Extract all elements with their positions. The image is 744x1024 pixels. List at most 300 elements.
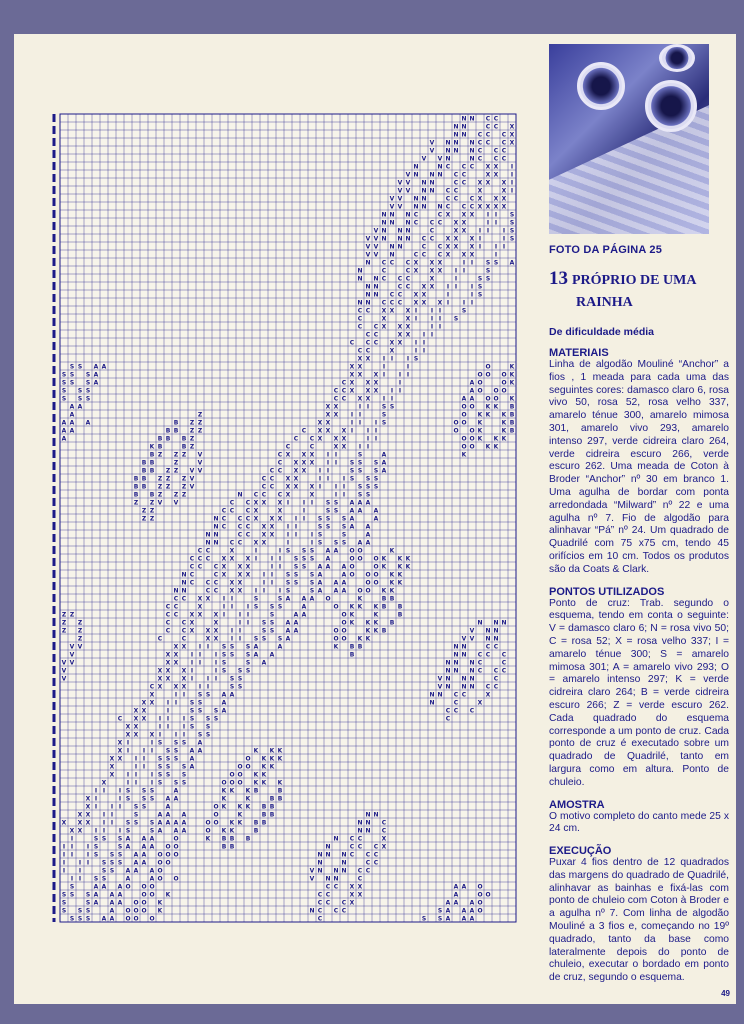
stitch-symbol: S xyxy=(189,699,195,707)
stitch-symbol: V xyxy=(397,195,403,203)
stitch-symbol: X xyxy=(445,243,451,251)
stitch-symbol: X xyxy=(141,707,147,715)
stitch-symbol: C xyxy=(453,699,459,707)
stitch-symbol: N xyxy=(461,115,467,123)
stitch-symbol: X xyxy=(349,371,355,379)
stitch-symbol: C xyxy=(213,579,219,587)
stitch-symbol: V xyxy=(173,499,179,507)
stitch-symbol: S xyxy=(141,803,147,811)
stitch-symbol: C xyxy=(397,275,403,283)
stitch-symbol: S xyxy=(269,627,275,635)
stitch-symbol: S xyxy=(333,539,339,547)
stitch-symbol: A xyxy=(277,643,283,651)
stitch-symbol: O xyxy=(453,427,459,435)
stitch-symbol: Z xyxy=(149,507,155,515)
stitch-symbol: I xyxy=(166,723,170,731)
stitch-symbol: K xyxy=(205,835,211,843)
stitch-symbol: I xyxy=(158,731,162,739)
stitch-symbol: S xyxy=(61,387,67,395)
stitch-symbol: C xyxy=(205,579,211,587)
stitch-symbol: C xyxy=(485,139,491,147)
stitch-symbol: N xyxy=(421,203,427,211)
stitch-symbol: C xyxy=(365,859,371,867)
stitch-symbol: S xyxy=(261,635,267,643)
stitch-symbol: K xyxy=(269,755,275,763)
stitch-symbol: X xyxy=(269,523,275,531)
stitch-symbol: I xyxy=(334,491,338,499)
stitch-symbol: I xyxy=(390,395,394,403)
stitch-symbol: A xyxy=(61,435,67,443)
stitch-symbol: I xyxy=(302,515,306,523)
stitch-symbol: Z xyxy=(165,483,171,491)
stitch-symbol: N xyxy=(405,211,411,219)
stitch-symbol: S xyxy=(189,723,195,731)
stitch-symbol: S xyxy=(109,851,115,859)
stitch-symbol: I xyxy=(470,291,474,299)
stitch-symbol: S xyxy=(333,507,339,515)
stitch-symbol: K xyxy=(277,747,283,755)
stitch-symbol: S xyxy=(341,539,347,547)
stitch-symbol: I xyxy=(190,659,194,667)
stitch-symbol: N xyxy=(445,147,451,155)
stitch-symbol: K xyxy=(357,635,363,643)
stitch-symbol: B xyxy=(397,603,403,611)
stitch-symbol: X xyxy=(317,419,323,427)
stitch-symbol: O xyxy=(157,867,163,875)
stitch-symbol: N xyxy=(213,531,219,539)
stitch-symbol: I xyxy=(470,283,474,291)
stitch-symbol: I xyxy=(214,659,218,667)
stitch-symbol: C xyxy=(285,443,291,451)
stitch-symbol: S xyxy=(365,475,371,483)
stitch-symbol: I xyxy=(350,411,354,419)
stitch-symbol: C xyxy=(405,275,411,283)
stitch-symbol: N xyxy=(445,683,451,691)
stitch-symbol: K xyxy=(381,587,387,595)
stitch-symbol: C xyxy=(181,619,187,627)
stitch-symbol: N xyxy=(445,155,451,163)
stitch-symbol: X xyxy=(429,283,435,291)
stitch-symbol: A xyxy=(149,843,155,851)
stitch-symbol: C xyxy=(349,851,355,859)
stitch-symbol: O xyxy=(485,363,491,371)
stitch-symbol: A xyxy=(341,587,347,595)
stitch-symbol: X xyxy=(405,331,411,339)
stitch-symbol: V xyxy=(197,467,203,475)
stitch-symbol: X xyxy=(413,299,419,307)
stitch-symbol: S xyxy=(157,779,163,787)
stitch-symbol: X xyxy=(413,259,419,267)
stitch-symbol: S xyxy=(205,723,211,731)
stitch-symbol: C xyxy=(501,155,507,163)
stitch-symbol: S xyxy=(173,779,179,787)
stitch-symbol: O xyxy=(349,563,355,571)
stitch-symbol: K xyxy=(157,907,163,915)
stitch-symbol: X xyxy=(325,427,331,435)
stitch-symbol: I xyxy=(294,523,298,531)
stitch-symbol: V xyxy=(437,683,443,691)
stitch-symbol: N xyxy=(469,155,475,163)
stitch-symbol: S xyxy=(133,803,139,811)
stitch-symbol: I xyxy=(294,515,298,523)
stitch-symbol: K xyxy=(229,787,235,795)
title-line-2: RAINHA xyxy=(576,295,633,310)
stitch-symbol: O xyxy=(469,403,475,411)
stitch-symbol: S xyxy=(197,691,203,699)
stitch-symbol: O xyxy=(133,915,139,923)
stitch-symbol: C xyxy=(349,339,355,347)
stitch-symbol: V xyxy=(61,675,67,683)
stitch-symbol: C xyxy=(245,507,251,515)
stitch-symbol: S xyxy=(109,867,115,875)
stitch-symbol: N xyxy=(413,163,419,171)
stitch-symbol: N xyxy=(365,283,371,291)
stitch-symbol: S xyxy=(269,619,275,627)
stitch-symbol: X xyxy=(493,195,499,203)
stitch-symbol: X xyxy=(117,747,123,755)
stitch-symbol: A xyxy=(381,459,387,467)
stitch-symbol: K xyxy=(349,611,355,619)
stitch-symbol: K xyxy=(245,795,251,803)
stitch-symbol: S xyxy=(285,587,291,595)
stitch-symbol: X xyxy=(477,195,483,203)
stitch-symbol: Z xyxy=(157,483,163,491)
stitch-symbol: A xyxy=(197,739,203,747)
stitch-symbol: S xyxy=(157,771,163,779)
stitch-symbol: O xyxy=(461,411,467,419)
project-title xyxy=(549,268,729,314)
stitch-symbol: B xyxy=(269,803,275,811)
stitch-symbol: X xyxy=(229,555,235,563)
stitch-symbol: O xyxy=(165,851,171,859)
stitch-symbol: O xyxy=(493,395,499,403)
stitch-symbol: V xyxy=(397,203,403,211)
stitch-symbol: A xyxy=(133,851,139,859)
stitch-symbol: S xyxy=(341,531,347,539)
stitch-symbol: N xyxy=(373,283,379,291)
stitch-symbol: K xyxy=(501,411,507,419)
stitch-symbol: C xyxy=(317,915,323,923)
stitch-symbol: N xyxy=(405,219,411,227)
amostra-text: O motivo completo do canto mede 25 x 24 cm. xyxy=(549,810,729,835)
stitch-symbol: O xyxy=(245,763,251,771)
stitch-symbol: N xyxy=(317,867,323,875)
stitch-symbol: S xyxy=(133,819,139,827)
stitch-symbol: I xyxy=(374,427,378,435)
magazine-page xyxy=(14,34,736,1004)
stitch-symbol: I xyxy=(118,795,122,803)
stitch-symbol: K xyxy=(277,755,283,763)
stitch-symbol: I xyxy=(270,563,274,571)
stitch-symbol: I xyxy=(470,299,474,307)
stitch-symbol: A xyxy=(317,587,323,595)
stitch-symbol: O xyxy=(133,899,139,907)
stitch-symbol: C xyxy=(173,603,179,611)
stitch-symbol: O xyxy=(477,379,483,387)
stitch-symbol: K xyxy=(221,795,227,803)
stitch-symbol: V xyxy=(197,451,203,459)
stitch-symbol: I xyxy=(174,699,178,707)
stitch-symbol: K xyxy=(253,779,259,787)
stitch-symbol: C xyxy=(373,331,379,339)
stitch-symbol: K xyxy=(381,555,387,563)
stitch-symbol: S xyxy=(157,763,163,771)
stitch-symbol: K xyxy=(509,395,515,403)
stitch-symbol: K xyxy=(477,427,483,435)
stitch-symbol: I xyxy=(174,731,178,739)
stitch-symbol: S xyxy=(293,571,299,579)
stitch-symbol: C xyxy=(253,491,259,499)
stitch-symbol: I xyxy=(462,267,466,275)
stitch-symbol: N xyxy=(381,235,387,243)
stitch-symbol: K xyxy=(405,555,411,563)
stitch-symbol: I xyxy=(86,843,90,851)
stitch-symbol: O xyxy=(477,891,483,899)
stitch-symbol: K xyxy=(277,779,283,787)
stitch-symbol: A xyxy=(461,395,467,403)
stitch-symbol: C xyxy=(365,307,371,315)
stitch-symbol: C xyxy=(237,531,243,539)
stitch-symbol: X xyxy=(285,483,291,491)
stitch-symbol: S xyxy=(437,907,443,915)
stitch-symbol: X xyxy=(501,187,507,195)
stitch-symbol: C xyxy=(469,195,475,203)
stitch-symbol: I xyxy=(286,499,290,507)
stitch-symbol: S xyxy=(437,915,443,923)
stitch-symbol: V xyxy=(373,235,379,243)
stitch-symbol: S xyxy=(69,891,75,899)
stitch-symbol: S xyxy=(349,475,355,483)
stitch-symbol: S xyxy=(309,555,315,563)
stitch-symbol: N xyxy=(325,843,331,851)
stitch-symbol: S xyxy=(149,827,155,835)
stitch-symbol: S xyxy=(93,851,99,859)
stitch-symbol: O xyxy=(213,803,219,811)
stitch-symbol: C xyxy=(429,227,435,235)
stitch-symbol: X xyxy=(85,811,91,819)
stitch-symbol: K xyxy=(365,619,371,627)
stitch-symbol: C xyxy=(493,115,499,123)
stitch-symbol: I xyxy=(350,427,354,435)
stitch-symbol: X xyxy=(429,275,435,283)
stitch-symbol: A xyxy=(133,859,139,867)
stitch-symbol: S xyxy=(357,483,363,491)
stitch-symbol: I xyxy=(62,851,66,859)
stitch-symbol: S xyxy=(357,451,363,459)
stitch-symbol: N xyxy=(437,203,443,211)
stitch-symbol: S xyxy=(61,891,67,899)
stitch-symbol: I xyxy=(166,707,170,715)
stitch-symbol: C xyxy=(493,155,499,163)
stitch-symbol: C xyxy=(229,499,235,507)
stitch-symbol: C xyxy=(277,467,283,475)
stitch-symbol: X xyxy=(357,395,363,403)
stitch-symbol: C xyxy=(453,707,459,715)
stitch-symbol: A xyxy=(69,419,75,427)
stitch-symbol: A xyxy=(165,803,171,811)
stitch-symbol: K xyxy=(397,579,403,587)
stitch-symbol: C xyxy=(493,667,499,675)
stitch-symbol: N xyxy=(493,635,499,643)
stitch-symbol: X xyxy=(453,243,459,251)
instructions-column xyxy=(549,44,729,994)
stitch-symbol: S xyxy=(389,403,395,411)
stitch-symbol: N xyxy=(421,195,427,203)
stitch-symbol: N xyxy=(213,515,219,523)
stitch-symbol: X xyxy=(421,299,427,307)
stitch-symbol: S xyxy=(85,891,91,899)
stitch-symbol: I xyxy=(110,803,114,811)
stitch-symbol: O xyxy=(205,827,211,835)
stitch-symbol: N xyxy=(485,627,491,635)
stitch-symbol: I xyxy=(102,811,106,819)
stitch-symbol: I xyxy=(406,363,410,371)
stitch-symbol: N xyxy=(429,179,435,187)
stitch-symbol: N xyxy=(365,827,371,835)
stitch-symbol: C xyxy=(485,683,491,691)
stitch-symbol: C xyxy=(461,691,467,699)
stitch-symbol: S xyxy=(237,675,243,683)
stitch-symbol: V xyxy=(429,147,435,155)
stitch-symbol: X xyxy=(309,491,315,499)
stitch-symbol: S xyxy=(301,547,307,555)
stitch-symbol: S xyxy=(205,731,211,739)
stitch-symbol: B xyxy=(397,611,403,619)
stitch-symbol: I xyxy=(254,587,258,595)
stitch-symbol: S xyxy=(197,707,203,715)
stitch-symbol: A xyxy=(469,899,475,907)
stitch-symbol: A xyxy=(109,907,115,915)
stitch-symbol: X xyxy=(301,451,307,459)
stitch-symbol: O xyxy=(373,571,379,579)
stitch-symbol: A xyxy=(325,563,331,571)
stitch-symbol: X xyxy=(245,555,251,563)
stitch-symbol: Z xyxy=(77,619,83,627)
stitch-symbol: C xyxy=(117,715,123,723)
stitch-symbol: X xyxy=(293,475,299,483)
stitch-symbol: S xyxy=(181,763,187,771)
stitch-symbol: Z xyxy=(181,483,187,491)
stitch-symbol: A xyxy=(77,403,83,411)
stitch-symbol: S xyxy=(373,467,379,475)
stitch-symbol: C xyxy=(469,203,475,211)
stitch-symbol: B xyxy=(133,475,139,483)
teacup-image xyxy=(645,80,697,132)
stitch-symbol: B xyxy=(269,811,275,819)
stitch-symbol: S xyxy=(509,235,515,243)
stitch-symbol: N xyxy=(413,203,419,211)
stitch-symbol: X xyxy=(405,307,411,315)
stitch-symbol: I xyxy=(502,227,506,235)
stitch-symbol: C xyxy=(333,387,339,395)
stitch-symbol: A xyxy=(61,419,67,427)
stitch-symbol: K xyxy=(149,443,155,451)
stitch-symbol: C xyxy=(381,299,387,307)
stitch-symbol: C xyxy=(453,195,459,203)
stitch-symbol: C xyxy=(173,611,179,619)
stitch-symbol: O xyxy=(157,851,163,859)
stitch-symbol: C xyxy=(373,851,379,859)
stitch-symbol: A xyxy=(221,707,227,715)
stitch-symbol: S xyxy=(341,515,347,523)
stitch-symbol: C xyxy=(381,259,387,267)
stitch-symbol: B xyxy=(133,491,139,499)
stitch-symbol: X xyxy=(213,627,219,635)
stitch-symbol: V xyxy=(189,483,195,491)
stitch-symbol: I xyxy=(358,411,362,419)
stitch-symbol: I xyxy=(222,595,226,603)
stitch-symbol: V xyxy=(389,203,395,211)
stitch-symbol: A xyxy=(221,691,227,699)
stitch-symbol: I xyxy=(374,435,378,443)
stitch-symbol: X xyxy=(61,819,67,827)
stitch-symbol: B xyxy=(149,491,155,499)
stitch-symbol: S xyxy=(69,915,75,923)
stitch-symbol: K xyxy=(357,595,363,603)
stitch-symbol: A xyxy=(125,867,131,875)
stitch-symbol: X xyxy=(509,123,515,131)
stitch-symbol: Z xyxy=(149,515,155,523)
stitch-symbol: A xyxy=(165,811,171,819)
stitch-symbol: V xyxy=(365,235,371,243)
stitch-symbol: C xyxy=(445,163,451,171)
stitch-symbol: O xyxy=(237,771,243,779)
stitch-symbol: C xyxy=(453,187,459,195)
stitch-symbol: I xyxy=(222,603,226,611)
stitch-symbol: N xyxy=(357,299,363,307)
stitch-symbol: B xyxy=(389,619,395,627)
stitch-symbol: N xyxy=(461,683,467,691)
stitch-symbol: A xyxy=(69,427,75,435)
stitch-symbol: N xyxy=(237,491,243,499)
stitch-symbol: X xyxy=(469,211,475,219)
stitch-symbol: A xyxy=(181,811,187,819)
stitch-symbol: C xyxy=(317,899,323,907)
stitch-symbol: N xyxy=(181,579,187,587)
stitch-symbol: I xyxy=(478,235,482,243)
pontos-heading: PONTOS UTILIZADOS xyxy=(549,585,665,598)
stitch-symbol: O xyxy=(461,403,467,411)
stitch-symbol: N xyxy=(469,659,475,667)
stitch-symbol: S xyxy=(117,843,123,851)
stitch-symbol: O xyxy=(349,555,355,563)
stitch-symbol: I xyxy=(438,307,442,315)
stitch-symbol: V xyxy=(373,251,379,259)
stitch-symbol: I xyxy=(494,243,498,251)
stitch-symbol: C xyxy=(373,323,379,331)
stitch-symbol: C xyxy=(485,115,491,123)
stitch-symbol: S xyxy=(253,635,259,643)
stitch-symbol: X xyxy=(157,675,163,683)
stitch-symbol: O xyxy=(141,907,147,915)
stitch-symbol: S xyxy=(341,523,347,531)
stitch-symbol: X xyxy=(157,667,163,675)
stitch-symbol: Z xyxy=(61,619,67,627)
photo-caption: FOTO DA PÁGINA 25 xyxy=(549,244,663,256)
stitch-symbol: X xyxy=(173,659,179,667)
stitch-symbol: X xyxy=(133,715,139,723)
stitch-symbol: S xyxy=(317,531,323,539)
stitch-symbol: N xyxy=(405,227,411,235)
stitch-symbol: X xyxy=(301,459,307,467)
stitch-symbol: O xyxy=(349,547,355,555)
stitch-symbol: I xyxy=(318,475,322,483)
stitch-symbol: X xyxy=(477,179,483,187)
stitch-symbol: A xyxy=(165,795,171,803)
stitch-symbol: C xyxy=(501,147,507,155)
stitch-symbol: I xyxy=(78,867,82,875)
stitch-symbol: A xyxy=(445,899,451,907)
